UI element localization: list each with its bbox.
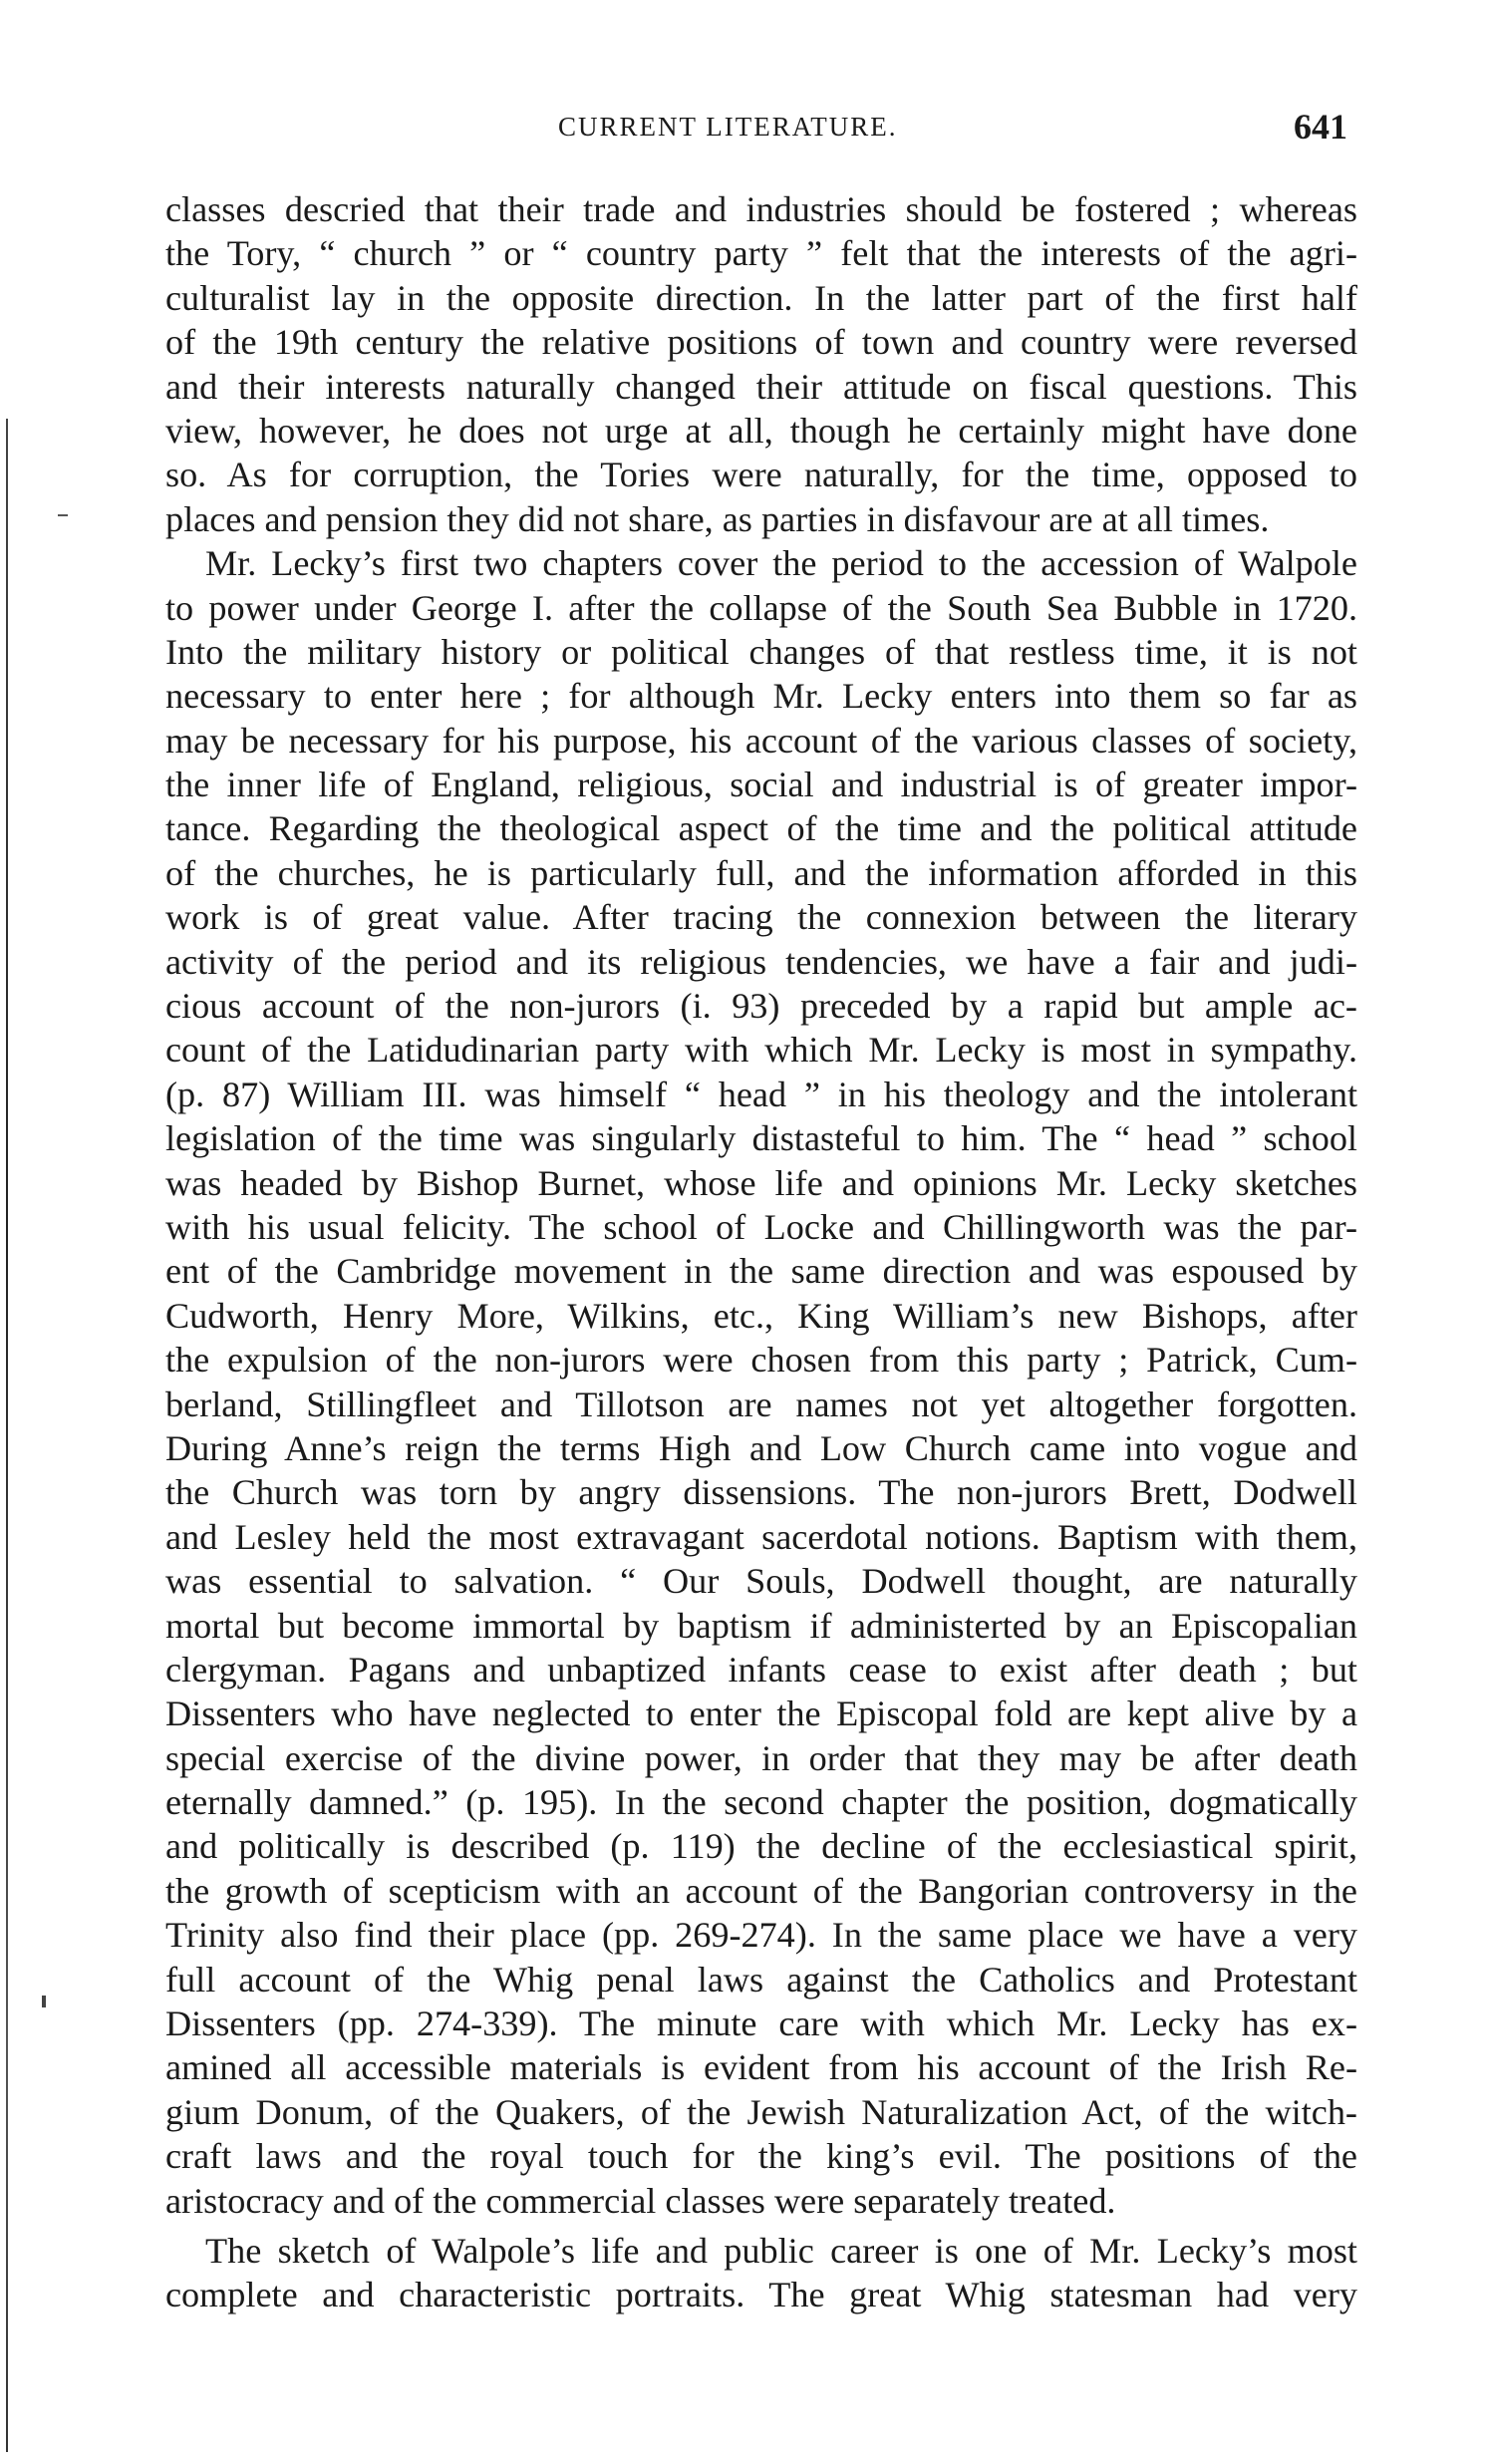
text-line: gium Donum, of the Quakers, of the Jewish Naturalization Act, of the witch- bbox=[165, 2091, 1357, 2132]
text-line: amined all accessible materials is evident from his account of the Irish Re- bbox=[165, 2047, 1357, 2088]
text-line: craft laws and the royal touch for the king’s evil. The positions of the bbox=[165, 2136, 1357, 2177]
text-line: of the 19th century the relative positions of town and country were reversed bbox=[165, 322, 1357, 363]
scan-edge-shadow bbox=[6, 419, 8, 2452]
page-number: 641 bbox=[1294, 107, 1347, 147]
text-line: eternally damned.” (p. 195). In the second chapter the position, dogmatically bbox=[165, 1782, 1357, 1823]
text-line: legislation of the time was singularly distasteful to him. The “ head ” school bbox=[165, 1118, 1357, 1159]
text-line: clergyman. Pagans and unbaptized infants cease to exist after death ; but bbox=[165, 1649, 1357, 1690]
text-line: aristocracy and of the commercial classes were separately treated. bbox=[165, 2180, 1116, 2221]
text-line: Mr. Lecky’s first two chapters cover the period to the accession of Walpole bbox=[205, 543, 1357, 584]
text-line: berland, Stillingfleet and Tillotson are names not yet altogether forgotten. bbox=[165, 1384, 1357, 1424]
text-line: and Lesley held the most extravagant sacerdotal notions. Baptism with them, bbox=[165, 1516, 1357, 1557]
text-line: mortal but become immortal by baptism if administerted by an Episcopalian bbox=[165, 1605, 1357, 1646]
text-line: Into the military history or political changes of that restless time, it is not bbox=[165, 631, 1357, 672]
text-line: full account of the Whig penal laws against the Catholics and Protestant bbox=[165, 1959, 1357, 2000]
text-line: Trinity also find their place (pp. 269-274). In the same place we have a very bbox=[165, 1915, 1357, 1956]
text-line: culturalist lay in the opposite direction. In the latter part of the first half bbox=[165, 277, 1357, 318]
text-line: may be necessary for his purpose, his account of the various classes of society, bbox=[165, 720, 1357, 761]
text-line: and their interests naturally changed their attitude on fiscal questions. This bbox=[165, 366, 1357, 407]
text-line: the expulsion of the non-jurors were chosen from this party ; Patrick, Cum- bbox=[165, 1340, 1357, 1381]
text-line: activity of the period and its religious tendencies, we have a fair and judi- bbox=[165, 941, 1357, 982]
text-line: Cudworth, Henry More, Wilkins, etc., King William’s new Bishops, after bbox=[165, 1295, 1357, 1336]
text-line: count of the Latidudinarian party with which Mr. Lecky is most in sympathy. bbox=[165, 1030, 1357, 1071]
text-line: the inner life of England, religious, social and industrial is of greater impor- bbox=[165, 765, 1357, 805]
scan-speck bbox=[58, 514, 68, 516]
body-text bbox=[165, 187, 1357, 2317]
scan-speck bbox=[42, 1996, 46, 2007]
text-line: to power under George I. after the collapse of the South Sea Bubble in 1720. bbox=[165, 587, 1357, 628]
text-line: the growth of scepticism with an account of the Bangorian controversy in the bbox=[165, 1870, 1357, 1911]
text-line: special exercise of the divine power, in order that they may be after death bbox=[165, 1737, 1357, 1778]
text-line: view, however, he does not urge at all, though he certainly might have done bbox=[165, 410, 1357, 451]
text-line: Dissenters (pp. 274-339). The minute care with which Mr. Lecky has ex- bbox=[165, 2003, 1357, 2044]
text-line: complete and characteristic portraits. The great Whig statesman had very bbox=[165, 2275, 1357, 2315]
text-line: cious account of the non-jurors (i. 93) preceded by a rapid but ample ac- bbox=[165, 986, 1357, 1027]
text-line: so. As for corruption, the Tories were naturally, for the time, opposed to bbox=[165, 455, 1357, 495]
text-line: with his usual felicity. The school of Locke and Chillingworth was the par- bbox=[165, 1206, 1357, 1247]
text-line: and politically is described (p. 119) the decline of the ecclesiastical spirit, bbox=[165, 1826, 1357, 1867]
text-line: tance. Regarding the theological aspect of the time and the political attitude bbox=[165, 808, 1357, 849]
running-head: CURRENT LITERATURE. bbox=[558, 112, 898, 142]
text-line: ent of the Cambridge movement in the same direction and was espoused by bbox=[165, 1251, 1357, 1292]
text-line: necessary to enter here ; for although Mr. Lecky enters into them so far as bbox=[165, 676, 1357, 717]
text-line: work is of great value. After tracing the connexion between the literary bbox=[165, 897, 1357, 938]
text-line: places and pension they did not share, as parties in disfavour are at all times. bbox=[165, 498, 1270, 539]
text-line: During Anne’s reign the terms High and Low Church came into vogue and bbox=[165, 1427, 1357, 1468]
text-line: The sketch of Walpole’s life and public career is one of Mr. Lecky’s most bbox=[205, 2230, 1357, 2271]
text-line: was headed by Bishop Burnet, whose life and opinions Mr. Lecky sketches bbox=[165, 1162, 1357, 1203]
text-line: of the churches, he is particularly full, and the information afforded in this bbox=[165, 852, 1357, 893]
text-line: classes descried that their trade and industries should be fostered ; whereas bbox=[165, 189, 1357, 229]
text-line: (p. 87) William III. was himself “ head ” in his theology and the intolerant bbox=[165, 1074, 1357, 1114]
text-line: the Tory, “ church ” or “ country party ” felt that the interests of the agri- bbox=[165, 233, 1357, 274]
text-line: was essential to salvation. “ Our Souls, Dodwell thought, are naturally bbox=[165, 1561, 1357, 1602]
text-line: Dissenters who have neglected to enter the Episcopal fold are kept alive by a bbox=[165, 1694, 1357, 1734]
text-line: the Church was torn by angry dissensions. The non-jurors Brett, Dodwell bbox=[165, 1472, 1357, 1513]
